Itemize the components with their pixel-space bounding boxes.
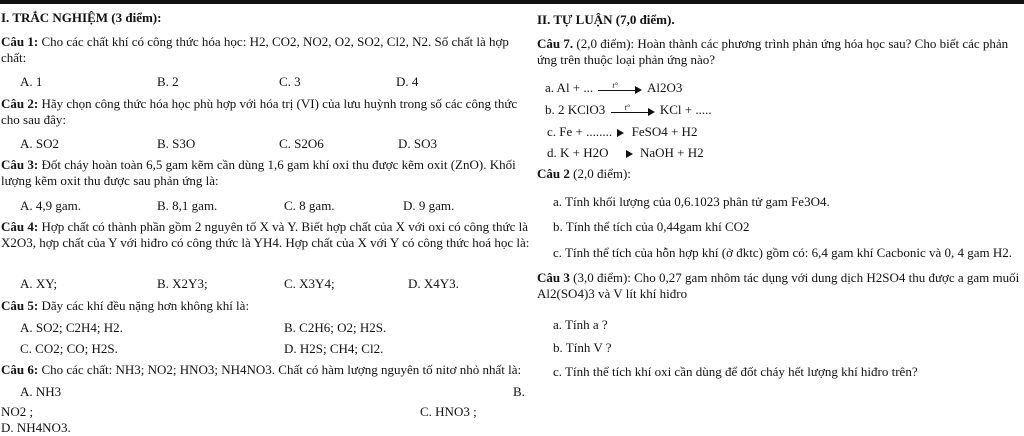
question-2-label: Câu 2: [1, 96, 39, 111]
question-6 [1, 362, 521, 378]
essay-question-2-item-a: a. Tính khối lượng của 0,6.1023 phân tử gam Fe3O4. [553, 194, 830, 209]
question-3-option-a: A. 4,9 gam. [20, 198, 82, 213]
heat-arrow-icon: t° [611, 106, 655, 116]
essay-question-2-item-b: b. Tính thể tích của 0,44gam khí CO2 [553, 219, 750, 234]
question-6-option-c: C. HNO3 ; [420, 404, 477, 419]
equation-a [545, 80, 682, 96]
exam-page [0, 4, 1024, 433]
question-7-label: Câu 7. [537, 36, 574, 51]
essay-question-3-label: Câu 3 [537, 270, 570, 285]
section-title-essay: II. TỰ LUẬN (7,0 điểm). [537, 12, 675, 27]
question-6-option-b-value: NO2 ; [1, 404, 34, 419]
question-6-option-b: B. [513, 384, 525, 399]
equation-d-right: NaOH + H2 [640, 145, 704, 160]
essay-question-3-item-b: b. Tính V ? [553, 340, 612, 355]
question-1-option-b: B. 2 [157, 74, 179, 89]
essay-question-3-text: (3,0 điểm): Cho 0,27 gam nhôm tác dụng với dung dịch H2SO4 thu được a gam muối Al2(SO4)3 và V lít khí hiđro [537, 270, 1020, 301]
essay-question-2-points: (2,0 điểm): [573, 166, 631, 181]
question-2 [1, 96, 532, 128]
equation-d [547, 145, 704, 161]
question-4 [1, 219, 532, 251]
question-3-option-c: C. 8 gam. [284, 198, 335, 213]
question-5-label: Câu 5: [1, 298, 39, 313]
essay-question-2 [537, 166, 631, 182]
question-4-option-b: B. X2Y3; [157, 276, 208, 291]
question-4-text: Hợp chất có thành phần gồm 2 nguyên tố X và Y. Biết hợp chất của X với oxi có công thức là X2O3, hợp chất của Y với hiđro có công thức là YH4. Hợp chất của X với Y có công thức hoá học là: [1, 219, 530, 250]
question-3 [1, 157, 532, 189]
question-3-option-d: D. 9 gam. [403, 198, 455, 213]
equation-c-right: FeSO4 + H2 [631, 124, 698, 139]
arrow-right-icon [617, 129, 624, 137]
question-5-option-a: A. SO2; C2H4; H2. [20, 320, 123, 335]
equation-c [547, 124, 697, 140]
question-5-text: Dãy các khí đều nặng hơn không khí là: [41, 298, 250, 313]
equation-b [545, 102, 712, 118]
question-5 [1, 298, 249, 314]
question-2-option-d: D. SO3 [398, 136, 438, 151]
question-1-text: Cho các chất khí có công thức hóa học: H2, CO2, NO2, O2, SO2, Cl2, N2. Số chất là hợp chất: [1, 34, 509, 65]
question-6-label: Câu 6: [1, 362, 39, 377]
essay-question-3 [537, 270, 1024, 302]
question-5-option-c: C. CO2; CO; H2S. [20, 341, 118, 356]
question-1-label: Câu 1: [1, 34, 39, 49]
question-4-label: Câu 4: [1, 219, 39, 234]
question-5-option-d: D. H2S; CH4; Cl2. [284, 341, 384, 356]
question-6-text: Cho các chất: NH3; NO2; HNO3; NH4NO3. Chất có hàm lượng nguyên tố nitơ nhỏ nhất là: [41, 362, 522, 377]
question-2-option-a: A. SO2 [20, 136, 60, 151]
arrow-right-icon [626, 150, 633, 158]
question-7-text: (2,0 điểm): Hoàn thành các phương trình phản ứng hóa học sau? Cho biết các phản ứng trên thuộc loại phản ứng nào? [537, 36, 1009, 67]
question-7 [537, 36, 1023, 68]
question-5-option-b: B. C2H6; O2; H2S. [284, 320, 387, 335]
question-2-option-b: B. S3O [157, 136, 196, 151]
question-4-option-d: D. X4Y3. [408, 276, 459, 291]
question-1-option-c: C. 3 [279, 74, 301, 89]
question-6-option-a: A. NH3 [20, 384, 62, 399]
question-1-option-a: A. 1 [20, 74, 43, 89]
question-4-option-a: A. XY; [20, 276, 58, 291]
essay-question-3-item-a: a. Tính a ? [553, 317, 608, 332]
question-6-option-d: D. NH4NO3. [1, 420, 71, 435]
equation-a-right: Al2O3 [646, 80, 683, 95]
heat-arrow-icon: t° [598, 84, 642, 94]
essay-question-2-label: Câu 2 [537, 166, 570, 181]
question-3-text: Đốt cháy hoàn toàn 6,5 gam kẽm cần dùng 1,6 gam khí oxi thu được kẽm oxit (ZnO). Khối lượng kẽm oxit thu được sau phản ứng là: [1, 157, 516, 188]
essay-question-2-item-c: c. Tính thể tích của hỗn hợp khí (ở đktc) gồm có: 6,4 gam khí Cacbonic và 0, 4 gam H2. [553, 245, 1013, 260]
equation-b-left: b. 2 KClO3 [545, 102, 606, 117]
question-4-option-c: C. X3Y4; [284, 276, 335, 291]
question-2-text: Hãy chọn công thức hóa học phù hợp với hóa trị (VI) của lưu huỳnh trong số các công thức cho sau đây: [1, 96, 518, 127]
question-1 [1, 34, 532, 66]
equation-b-right: KCl + ..... [659, 102, 712, 117]
question-3-label: Câu 3: [1, 157, 39, 172]
equation-a-left: a. Al + ... [545, 80, 594, 95]
section-title-multiple-choice: I. TRẮC NGHIỆM (3 điểm): [1, 10, 162, 25]
equation-d-left: d. K + H2O [547, 145, 609, 160]
question-3-option-b: B. 8,1 gam. [157, 198, 218, 213]
question-2-option-c: C. S2O6 [279, 136, 324, 151]
equation-c-left: c. Fe + ........ [547, 124, 613, 139]
essay-question-3-item-c: c. Tính thể tích khí oxi cần dùng để đốt cháy hết lượng khí hiđro trên? [553, 364, 918, 379]
question-1-option-d: D. 4 [396, 74, 419, 89]
